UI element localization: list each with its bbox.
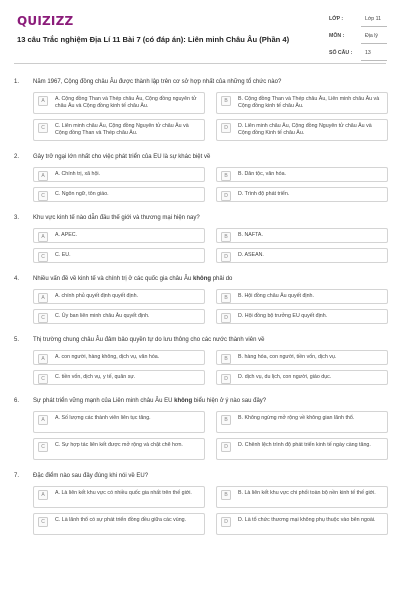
option-text: D. Chênh lệch trình độ phát triển kinh tế ngày càng tăng. bbox=[238, 442, 371, 448]
option-letter-badge: B bbox=[221, 354, 231, 364]
option-a[interactable] bbox=[33, 167, 205, 182]
option-c[interactable] bbox=[33, 513, 205, 535]
question-7 bbox=[0, 470, 400, 535]
answer-options bbox=[33, 228, 388, 263]
question-3 bbox=[0, 212, 400, 263]
option-letter-badge: A bbox=[38, 293, 48, 303]
meta-label: MÔN : bbox=[329, 33, 345, 39]
document-title: 13 câu Trắc nghiệm Địa Lí 11 Bài 7 (có đáp án): Liên minh Châu Âu (Phần 4) bbox=[17, 35, 290, 44]
quizizz-logo[interactable]: QUIZIZZ bbox=[17, 14, 74, 28]
option-d[interactable] bbox=[216, 370, 388, 385]
question-text-end: phải do bbox=[211, 276, 233, 282]
option-text: A. Cộng đồng Than và Thép châu Âu, Cộng đồng nguyên tử châu Âu và Cộng đồng kinh tế châu Âu. bbox=[55, 96, 197, 109]
question-text: Năm 1967, Cộng đồng châu Âu được thành lập trên cơ sở hợp nhất của những tổ chức nào? bbox=[33, 79, 282, 85]
option-a[interactable] bbox=[33, 350, 205, 365]
question-6 bbox=[0, 395, 400, 460]
option-text: A. con người, hàng không, dịch vụ, văn hóa. bbox=[55, 354, 160, 360]
option-d[interactable] bbox=[216, 309, 388, 324]
option-a[interactable] bbox=[33, 486, 205, 508]
option-c[interactable] bbox=[33, 248, 205, 263]
question-number: 5. bbox=[14, 337, 20, 343]
option-letter-badge: A bbox=[38, 354, 48, 364]
option-letter-badge: A bbox=[38, 415, 48, 425]
meta-label: SỐ CÂU : bbox=[329, 50, 353, 56]
option-text: D. dịch vụ, du lịch, con người, giáo dục. bbox=[238, 374, 332, 380]
option-text: B. NAFTA. bbox=[238, 232, 263, 238]
option-text: B. Hội đồng châu Âu quyết định. bbox=[238, 293, 314, 299]
answer-options bbox=[33, 486, 388, 535]
question-text bbox=[33, 276, 383, 282]
option-text: A. Là liên kết khu vực có nhiều quốc gia nhất trên thế giới. bbox=[55, 490, 192, 496]
option-a[interactable] bbox=[33, 411, 205, 433]
option-d[interactable] bbox=[216, 119, 388, 141]
option-letter-badge: A bbox=[38, 490, 48, 500]
option-letter-badge: C bbox=[38, 442, 48, 452]
option-text: C. Sự hợp tác liên kết được mở rộng và chặt chẽ hơn. bbox=[55, 442, 183, 448]
option-letter-badge: B bbox=[221, 171, 231, 181]
question-text: Thị trường chung châu Âu đảm bảo quyền tự do lưu thông cho các nước thành viên về bbox=[33, 337, 265, 343]
option-letter-badge: B bbox=[221, 415, 231, 425]
option-letter-badge: C bbox=[38, 252, 48, 262]
option-d[interactable] bbox=[216, 438, 388, 460]
option-c[interactable] bbox=[33, 119, 205, 141]
question-number: 6. bbox=[14, 398, 20, 404]
option-text: D. Là tổ chức thương mại không phụ thuộc vào bên ngoài. bbox=[238, 517, 376, 523]
option-d[interactable] bbox=[216, 187, 388, 202]
option-text: A. Chính trị, xã hội. bbox=[55, 171, 101, 177]
question-5 bbox=[0, 334, 400, 385]
option-c[interactable] bbox=[33, 187, 205, 202]
option-text: C. tiền vốn, dịch vụ, y tế, quân sự. bbox=[55, 374, 136, 380]
option-d[interactable] bbox=[216, 513, 388, 535]
answer-options bbox=[33, 411, 388, 460]
question-number: 2. bbox=[14, 154, 20, 160]
meta-panel bbox=[329, 12, 387, 63]
option-letter-badge: D bbox=[221, 374, 231, 384]
answer-options bbox=[33, 167, 388, 202]
option-b[interactable] bbox=[216, 486, 388, 508]
option-text: D. Liên minh châu Âu, Cộng đồng Nguyên tử châu Âu và Cộng đồng Kinh tế châu Âu. bbox=[238, 123, 372, 136]
option-letter-badge: C bbox=[38, 123, 48, 133]
answer-options bbox=[33, 350, 388, 385]
question-emphasis: không bbox=[193, 276, 212, 282]
option-c[interactable] bbox=[33, 438, 205, 460]
option-letter-badge: D bbox=[221, 191, 231, 201]
option-letter-badge: D bbox=[221, 252, 231, 262]
option-text: C. Là lãnh thổ có sự phát triển đồng đều giữa các vùng. bbox=[55, 517, 187, 523]
option-letter-badge: B bbox=[221, 490, 231, 500]
question-text: Gây trở ngại lớn nhất cho việc phát triển của EU là sự khác biệt về bbox=[33, 154, 211, 160]
option-a[interactable] bbox=[33, 228, 205, 243]
option-text: A. APEC. bbox=[55, 232, 78, 238]
question-text bbox=[33, 398, 383, 404]
option-letter-badge: D bbox=[221, 442, 231, 452]
option-letter-badge: A bbox=[38, 232, 48, 242]
question-number: 3. bbox=[14, 215, 20, 221]
option-text: A. chính phủ quyết định quyết định. bbox=[55, 293, 139, 299]
meta-value: 13 bbox=[365, 50, 371, 56]
question-text: Khu vực kinh tế nào dẫn đầu thế giới và thương mại hiện nay? bbox=[33, 215, 200, 221]
question-text: Đặc điểm nào sau đây đúng khi nói về EU? bbox=[33, 473, 149, 479]
meta-row-class bbox=[329, 12, 387, 29]
option-c[interactable] bbox=[33, 370, 205, 385]
option-letter-badge: B bbox=[221, 293, 231, 303]
option-b[interactable] bbox=[216, 289, 388, 304]
meta-value: Lớp 11 bbox=[365, 16, 381, 22]
option-d[interactable] bbox=[216, 248, 388, 263]
option-text: C. EU. bbox=[55, 252, 71, 258]
option-a[interactable] bbox=[33, 92, 205, 114]
question-text-end: biểu hiện ở ý nào sau đây? bbox=[192, 398, 267, 404]
option-text: A. Số lượng các thành viên liên tục tăng. bbox=[55, 415, 151, 421]
option-text: C. Ngôn ngữ, tôn giáo. bbox=[55, 191, 109, 197]
option-letter-badge: C bbox=[38, 191, 48, 201]
question-text-start: Nhiều vấn đề về kinh tế và chính trị ở các quốc gia châu Âu bbox=[33, 276, 194, 282]
answer-options bbox=[33, 92, 388, 141]
option-text: D. Trình độ phát triển. bbox=[238, 191, 290, 197]
option-text: B. Không ngừng mở rộng về không gian lãnh thổ. bbox=[238, 415, 355, 421]
option-b[interactable] bbox=[216, 92, 388, 114]
option-letter-badge: D bbox=[221, 517, 231, 527]
question-2 bbox=[0, 151, 400, 202]
option-b[interactable] bbox=[216, 411, 388, 433]
option-letter-badge: A bbox=[38, 96, 48, 106]
option-letter-badge: C bbox=[38, 374, 48, 384]
question-number: 7. bbox=[14, 473, 20, 479]
option-b[interactable] bbox=[216, 167, 388, 182]
option-b[interactable] bbox=[216, 228, 388, 243]
option-text: B. Dân tộc, văn hóa. bbox=[238, 171, 286, 177]
question-number: 1. bbox=[14, 79, 20, 85]
option-text: C. Ủy ban liên minh châu Âu quyết định. bbox=[55, 313, 150, 319]
answer-options bbox=[33, 289, 388, 324]
meta-value: Địa lý bbox=[365, 33, 378, 39]
option-letter-badge: B bbox=[221, 232, 231, 242]
option-letter-badge: A bbox=[38, 171, 48, 181]
option-text: C. Liên minh châu Âu, Cộng đồng Nguyên tử châu Âu và Cộng đồng Than và Thép châu Âu. bbox=[55, 123, 189, 136]
option-letter-badge: B bbox=[221, 96, 231, 106]
header-divider bbox=[14, 63, 386, 64]
option-a[interactable] bbox=[33, 289, 205, 304]
question-4 bbox=[0, 273, 400, 324]
option-b[interactable] bbox=[216, 350, 388, 365]
option-text: B. hàng hóa, con người, tiền vốn, dịch vụ. bbox=[238, 354, 337, 360]
option-text: D. Hội đồng bộ trưởng EU quyết định. bbox=[238, 313, 328, 319]
option-letter-badge: C bbox=[38, 517, 48, 527]
option-text: B. Cộng đồng Than và Thép châu Âu, Liên minh châu Âu và Cộng đồng kinh tế châu Âu. bbox=[238, 96, 380, 109]
meta-row-subject bbox=[329, 29, 387, 46]
question-text-start: Sự phát triển vững mạnh của Liên minh châu Âu EU bbox=[33, 398, 175, 404]
meta-label: LỚP : bbox=[329, 16, 344, 22]
option-letter-badge: C bbox=[38, 313, 48, 323]
option-text: B. Là liên kết khu vực chi phối toàn bộ nền kinh tế thế giới. bbox=[238, 490, 376, 496]
question-1 bbox=[0, 76, 400, 141]
meta-row-question-count bbox=[329, 46, 387, 63]
option-letter-badge: D bbox=[221, 123, 231, 133]
question-list bbox=[0, 76, 400, 545]
option-text: D. ASEAN. bbox=[238, 252, 264, 258]
option-c[interactable] bbox=[33, 309, 205, 324]
question-emphasis: không bbox=[174, 398, 193, 404]
option-letter-badge: D bbox=[221, 313, 231, 323]
question-number: 4. bbox=[14, 276, 20, 282]
